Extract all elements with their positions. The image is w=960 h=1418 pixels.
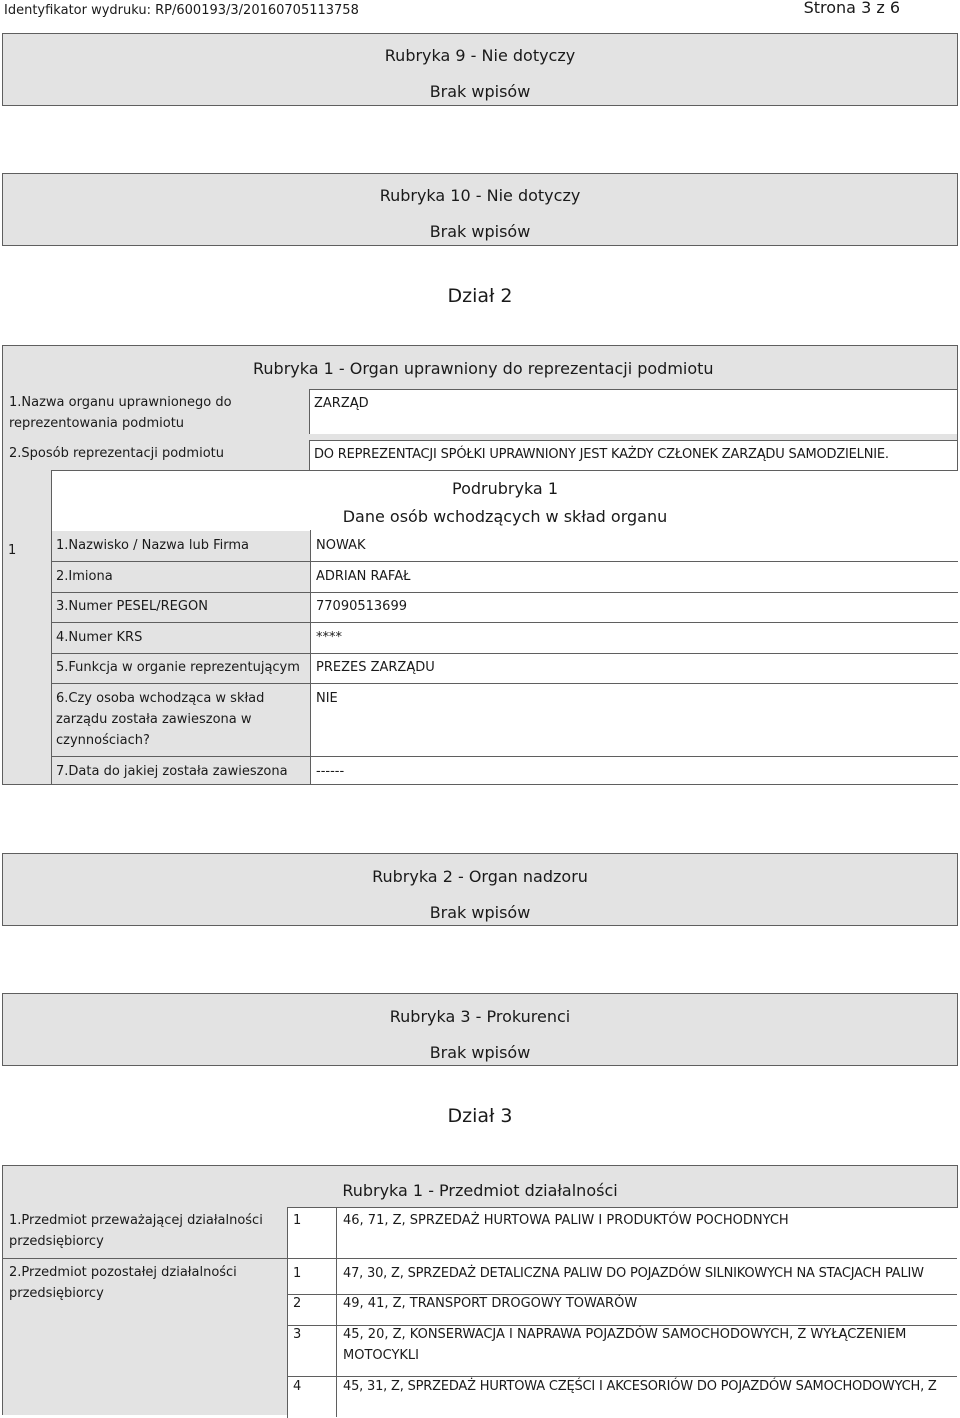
other-activity-text: 45, 31, Z, SPRZEDAŻ HURTOWA CZĘŚCI I AKCESORIÓW DO POJAZDÓW SAMOCHODOWYCH, Z	[343, 1379, 937, 1394]
podrubryka-subtitle: Dane osób wchodzących w skład organu	[342, 507, 668, 526]
other-activity-number: 3	[293, 1327, 302, 1342]
organ-title: Rubryka 1 - Organ uprawniony do reprezentacji podmiotu	[253, 359, 714, 378]
main-activity-number: 1	[293, 1213, 302, 1228]
person-index: 1	[8, 543, 17, 558]
pesel-value: 77090513699	[316, 599, 407, 614]
suspended-until-label: 7.Data do jakiej została zawieszona	[56, 764, 288, 779]
function-value: PREZES ZARZĄDU	[316, 660, 435, 675]
dzial-2-title: Dział 2	[447, 285, 513, 307]
suspended-until-value: ------	[316, 764, 345, 779]
function-label: 5.Funkcja w organie reprezentującym	[56, 660, 300, 675]
rubryka-2-title: Rubryka 2 - Organ nadzoru	[372, 867, 588, 886]
organ-section	[2, 345, 958, 785]
surname-label: 1.Nazwisko / Nazwa lub Firma	[56, 538, 249, 553]
rubryka-2	[2, 853, 958, 926]
other-activity-number: 2	[293, 1296, 302, 1311]
activity-section	[2, 1165, 958, 1415]
other-activity-label: 2.Przedmiot pozostałej działalności przedsiębiorcy	[9, 1265, 237, 1301]
podrubryka-header	[51, 470, 958, 531]
organ-method-label: 2.Sposób reprezentacji podmiotu	[9, 446, 224, 461]
other-activity-text: 45, 20, Z, KONSERWACJA I NAPRAWA POJAZDÓW SAMOCHODOWYCH, Z WYŁĄCZENIEM MOTOCYKLI	[343, 1327, 907, 1363]
organ-method-value: DO REPREZENTACJI SPÓŁKI UPRAWNIONY JEST KAŻDY CZŁONEK ZARZĄDU SAMODZIELNIE.	[309, 440, 957, 470]
first-names-label: 2.Imiona	[56, 569, 113, 584]
suspended-label: 6.Czy osoba wchodząca w skład zarządu została zawieszona w czynnościach?	[56, 691, 265, 748]
krs-label: 4.Numer KRS	[56, 630, 143, 645]
suspended-value: NIE	[316, 691, 338, 706]
print-identifier: Identyfikator wydruku: RP/600193/3/20160705113758	[4, 3, 359, 18]
pesel-label: 3.Numer PESEL/REGON	[56, 599, 208, 614]
organ-name-value: ZARZĄD	[309, 389, 957, 434]
krs-value: ****	[316, 630, 342, 645]
rubryka-10-body: Brak wpisów	[429, 222, 531, 241]
first-names-value: ADRIAN RAFAŁ	[316, 569, 411, 584]
rubryka-3-body: Brak wpisów	[429, 1043, 531, 1062]
rubryka-3	[2, 993, 958, 1066]
surname-value: NOWAK	[316, 538, 366, 553]
other-activity-text: 49, 41, Z, TRANSPORT DROGOWY TOWARÓW	[343, 1296, 638, 1311]
activity-title: Rubryka 1 - Przedmiot działalności	[342, 1181, 618, 1200]
rubryka-10	[2, 173, 958, 246]
person-table	[51, 530, 958, 784]
other-activity-number: 1	[293, 1266, 302, 1281]
podrubryka-title: Podrubryka 1	[452, 479, 558, 498]
rubryka-10-title: Rubryka 10 - Nie dotyczy	[379, 186, 581, 205]
organ-name-label: 1.Nazwa organu uprawnionego do reprezentowania podmiotu	[9, 395, 232, 431]
page-number: Strona 3 z 6	[803, 0, 900, 17]
rubryka-3-title: Rubryka 3 - Prokurenci	[389, 1007, 571, 1026]
other-activity-number: 4	[293, 1379, 302, 1394]
rubryka-9-title: Rubryka 9 - Nie dotyczy	[384, 46, 576, 65]
main-activity-label: 1.Przedmiot przeważającej działalności przedsiębiorcy	[9, 1213, 263, 1249]
main-activity-text: 46, 71, Z, SPRZEDAŻ HURTOWA PALIW I PRODUKTÓW POCHODNYCH	[343, 1213, 789, 1228]
rubryka-9-body: Brak wpisów	[429, 82, 531, 101]
dzial-3-title: Dział 3	[447, 1105, 513, 1127]
other-activity-text: 47, 30, Z, SPRZEDAŻ DETALICZNA PALIW DO POJAZDÓW SILNIKOWYCH NA STACJACH PALIW	[343, 1266, 924, 1281]
rubryka-9	[2, 33, 958, 106]
rubryka-2-body: Brak wpisów	[429, 903, 531, 922]
